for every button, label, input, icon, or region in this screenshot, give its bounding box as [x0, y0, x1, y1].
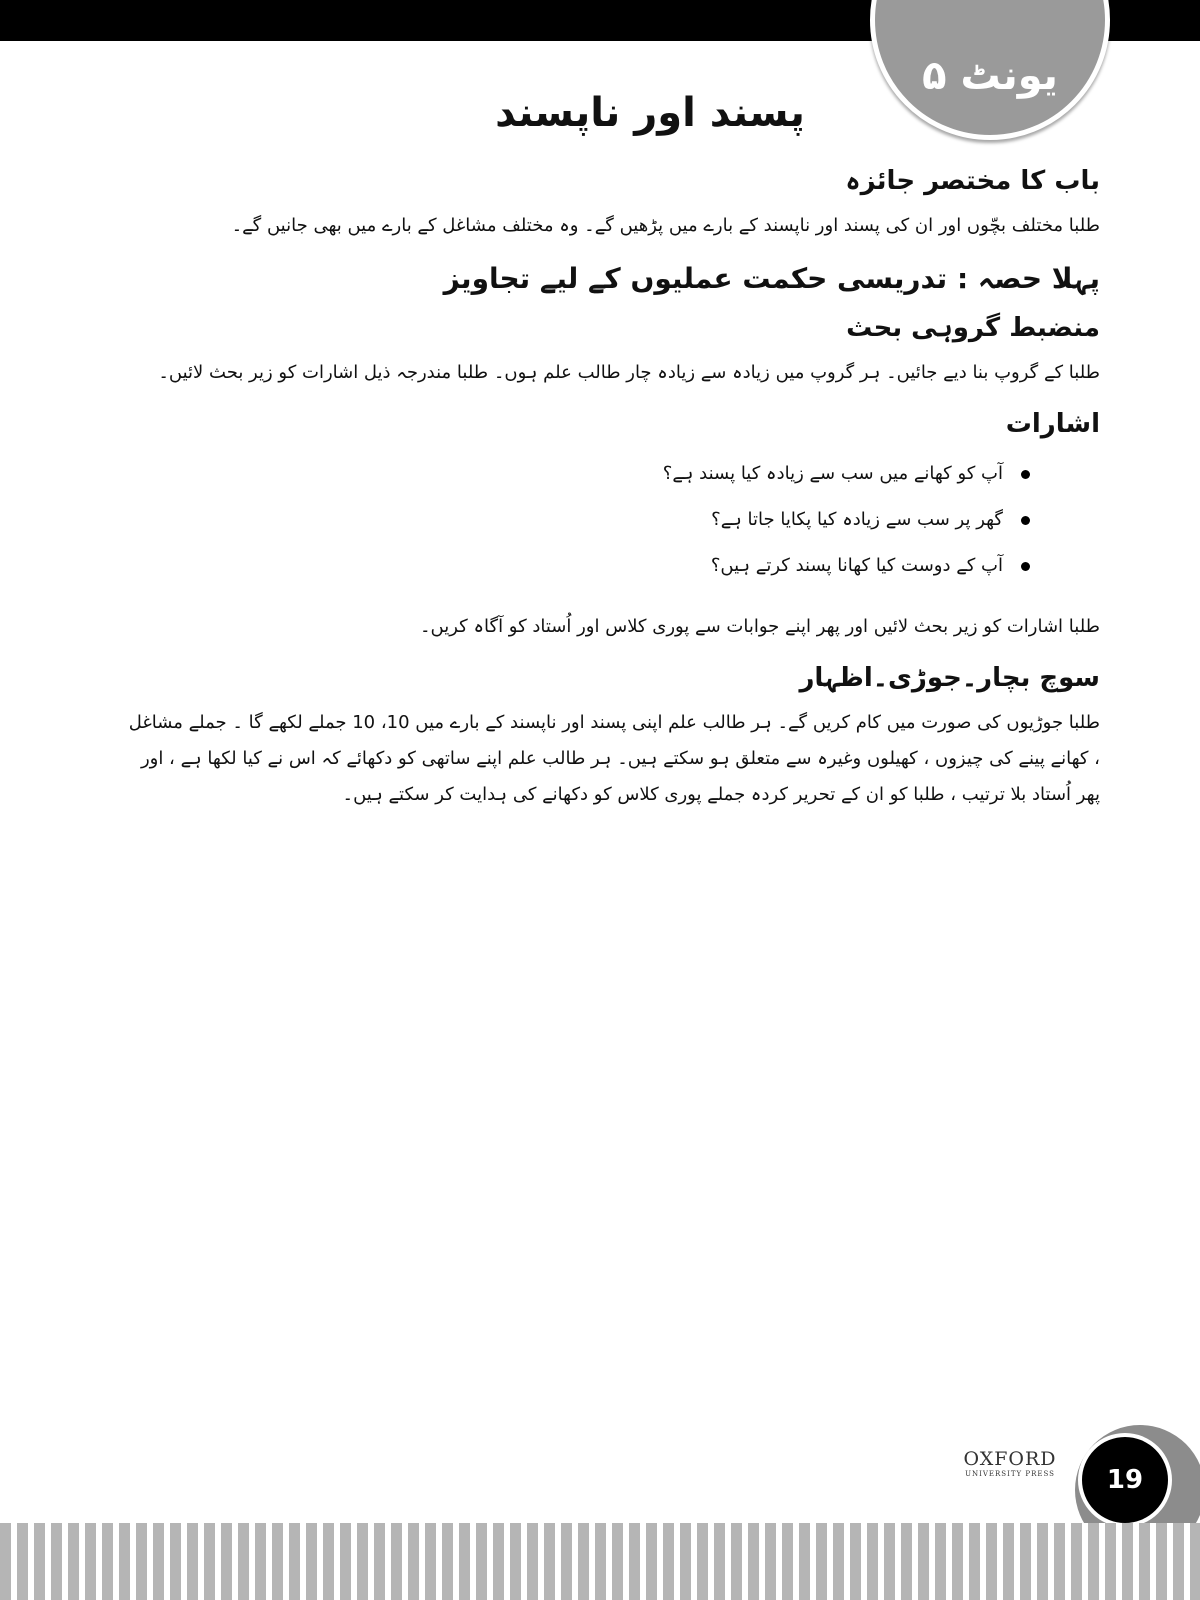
- publisher-subtitle: UNIVERSITY PRESS: [965, 1470, 1055, 1478]
- summary-text: طلبا مختلف بچّوں اور ان کی پسند اور ناپسند کے بارے میں پڑھیں گے۔ وہ مختلف مشاغل کے بارے میں بھی جانیں گے۔: [231, 215, 1100, 236]
- list-item: [120, 451, 1030, 497]
- cue-text: آپ کے دوست کیا کھانا پسند کرتے ہیں؟: [710, 555, 1003, 576]
- page-number: 19: [1078, 1433, 1172, 1527]
- list-item: [120, 543, 1030, 589]
- footer-stripes: [0, 1523, 1200, 1600]
- bullet-icon: [1021, 516, 1030, 525]
- bullet-icon: [1021, 562, 1030, 571]
- part-heading: پہلا حصہ : تدریسی حکمت عملیوں کے لیے تجاویز: [443, 262, 1100, 295]
- page-title: پسند اور ناپسند: [495, 90, 805, 136]
- publisher-name: OXFORD: [963, 1448, 1057, 1470]
- group-discussion-text: طلبا کے گروپ بنا دیے جائیں۔ ہر گروپ میں زیادہ سے زیادہ چار طالب علم ہوں۔ طلبا مندرجہ ذیل اشارات کو زیر بحث لائیں۔: [158, 362, 1100, 383]
- list-item: [120, 497, 1030, 543]
- cues-list: [120, 451, 1030, 589]
- think-pair-share-heading: سوچ بچار۔جوڑی۔اظہار: [799, 663, 1100, 693]
- page-content: [120, 90, 1100, 823]
- cue-text: گھر پر سب سے زیادہ کیا پکایا جاتا ہے؟: [711, 509, 1003, 530]
- think-pair-share-text: طلبا جوڑیوں کی صورت میں کام کریں گے۔ ہر طالب علم اپنی پسند اور ناپسند کے بارے میں 10، 10 جملے لکھے گا ۔ جملے مشاغل ، کھانے پینے کی چیزوں ، کھیلوں وغیرہ سے متعلق ہو سکتے ہیں۔ ہر طالب علم اپنے ساتھی کو دکھائے کہ اس نے کیا لکھا ہے ، اور پھر اُستاد بلا ترتیب ، طلبا کو ان کے تحریر کردہ جملے پوری کلاس کو دکھانے کی ہدایت کر سکتے ہیں۔: [128, 712, 1100, 805]
- cues-heading: اشارات: [1005, 409, 1100, 439]
- cue-text: آپ کو کھانے میں سب سے زیادہ کیا پسند ہے؟: [662, 463, 1003, 484]
- publisher-logo: [955, 1448, 1065, 1478]
- group-discussion-heading: منضبط گروہی بحث: [846, 313, 1100, 343]
- bullet-icon: [1021, 470, 1030, 479]
- summary-heading: باب کا مختصر جائزہ: [845, 166, 1100, 196]
- cues-followup-text: طلبا اشارات کو زیر بحث لائیں اور پھر اپنے جوابات سے پوری کلاس اور اُستاد کو آگاہ کریں۔: [419, 616, 1100, 637]
- unit-badge-label: یونٹ ۵: [922, 53, 1058, 99]
